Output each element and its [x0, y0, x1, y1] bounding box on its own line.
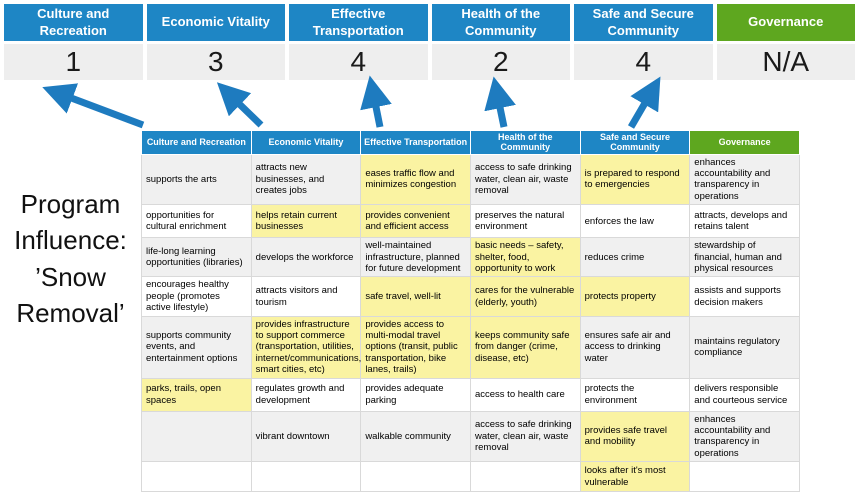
program-influence-line: Program — [20, 189, 121, 219]
matrix-cell: assists and supports decision makers — [690, 277, 800, 316]
matrix-cell: looks after it's most vulnerable — [580, 462, 690, 492]
matrix-cell: well-maintained infrastructure, planned for future development — [361, 238, 471, 277]
matrix-cell: walkable community — [361, 411, 471, 462]
matrix-cell — [251, 462, 361, 492]
matrix-header-health-of-the-community: Health of the Community — [470, 131, 580, 155]
matrix-row — [142, 316, 800, 378]
matrix-header-culture-and-recreation: Culture and Recreation — [142, 131, 252, 155]
matrix-cell — [142, 411, 252, 462]
matrix-cell: supports the arts — [142, 154, 252, 205]
matrix-header-governance: Governance — [690, 131, 800, 155]
matrix-cell: basic needs – safety, shelter, food, opportunity to work — [470, 238, 580, 277]
matrix-cell — [142, 462, 252, 492]
matrix-cell: delivers responsible and courteous service — [690, 378, 800, 411]
score-economic-vitality: 3 — [147, 44, 286, 80]
score-row — [4, 44, 855, 80]
matrix-cell: supports community events, and entertainment options — [142, 316, 252, 378]
matrix-cell: is prepared to respond to emergencies — [580, 154, 690, 205]
matrix-cell: opportunities for cultural enrichment — [142, 205, 252, 238]
influence-matrix — [141, 130, 800, 492]
program-influence-line: Influence: — [14, 225, 127, 256]
matrix-cell: enhances accountability and transparency in operations — [690, 154, 800, 205]
matrix-cell: access to health care — [470, 378, 580, 411]
matrix-row — [142, 154, 800, 205]
program-influence-title — [0, 186, 141, 332]
matrix-row — [142, 277, 800, 316]
matrix-header-economic-vitality: Economic Vitality — [251, 131, 361, 155]
matrix-header-row — [142, 131, 800, 155]
matrix-row — [142, 411, 800, 462]
matrix-cell: keeps community safe from danger (crime, disease, etc) — [470, 316, 580, 378]
matrix-cell: access to safe drinking water, clean air, waste removal — [470, 154, 580, 205]
matrix-cell — [361, 462, 471, 492]
matrix-cell: access to safe drinking water, clean air, waste removal — [470, 411, 580, 462]
matrix-cell: vibrant downtown — [251, 411, 361, 462]
matrix-cell: provides infrastructure to support commerce (transportation, utilities, internet/communications, smart cities, etc) — [251, 316, 361, 378]
matrix-row — [142, 462, 800, 492]
matrix-cell: regulates growth and development — [251, 378, 361, 411]
score-health-of-the-community: 2 — [432, 44, 571, 80]
up-arrow-icon-4 — [497, 93, 504, 127]
program-influence-line: Removal’ — [16, 298, 125, 329]
matrix-header-safe-and-secure-community: Safe and Secure Community — [580, 131, 690, 155]
banner-cell-health-of-the-community: Health of the Community — [432, 4, 571, 41]
matrix-cell: reduces crime — [580, 238, 690, 277]
matrix-row — [142, 238, 800, 277]
score-effective-transportation: 4 — [289, 44, 428, 80]
up-arrow-icon-1 — [58, 93, 143, 125]
matrix-cell — [690, 462, 800, 492]
matrix-cell: attracts visitors and tourism — [251, 277, 361, 316]
matrix-cell: helps retain current businesses — [251, 205, 361, 238]
score-governance: N/A — [717, 44, 856, 80]
matrix-row — [142, 378, 800, 411]
matrix-cell: protects the environment — [580, 378, 690, 411]
matrix-cell: attracts new businesses, and creates jobs — [251, 154, 361, 205]
score-culture-and-recreation: 1 — [4, 44, 143, 80]
up-arrow-icon-3 — [373, 92, 380, 127]
matrix-cell — [470, 462, 580, 492]
program-influence-line: ’Snow — [35, 261, 106, 292]
banner-cell-governance: Governance — [717, 4, 856, 41]
matrix-cell: maintains regulatory compliance — [690, 316, 800, 378]
matrix-row — [142, 205, 800, 238]
matrix-cell: provides safe travel and mobility — [580, 411, 690, 462]
matrix-cell: life-long learning opportunities (libraries) — [142, 238, 252, 277]
matrix-cell: provides access to multi-modal travel options (transit, public transportation, bike lanes, trails) — [361, 316, 471, 378]
matrix-cell: provides adequate parking — [361, 378, 471, 411]
matrix-cell: develops the workforce — [251, 238, 361, 277]
matrix-cell: attracts, develops and retains talent — [690, 205, 800, 238]
matrix-cell: provides convenient and efficient access — [361, 205, 471, 238]
influence-arrows — [0, 80, 859, 130]
priority-banner — [4, 4, 855, 41]
matrix-cell: stewardship of financial, human and physical resources — [690, 238, 800, 277]
matrix-cell: enforces the law — [580, 205, 690, 238]
banner-cell-culture-and-recreation: Culture and Recreation — [4, 4, 143, 41]
matrix-cell: ensures safe air and access to drinking water — [580, 316, 690, 378]
matrix-cell: protects property — [580, 277, 690, 316]
matrix-cell: cares for the vulnerable (elderly, youth) — [470, 277, 580, 316]
banner-cell-effective-transportation: Effective Transportation — [289, 4, 428, 41]
up-arrow-icon-5 — [631, 91, 652, 127]
matrix-cell: parks, trails, open spaces — [142, 378, 252, 411]
banner-cell-economic-vitality: Economic Vitality — [147, 4, 286, 41]
matrix-cell: safe travel, well-lit — [361, 277, 471, 316]
up-arrow-icon-2 — [229, 94, 261, 125]
banner-cell-safe-and-secure-community: Safe and Secure Community — [574, 4, 713, 41]
matrix-cell: enhances accountability and transparency in operations — [690, 411, 800, 462]
matrix-cell: encourages healthy people (promotes active lifestyle) — [142, 277, 252, 316]
matrix-cell: eases traffic flow and minimizes congestion — [361, 154, 471, 205]
matrix-cell: preserves the natural environment — [470, 205, 580, 238]
score-safe-and-secure-community: 4 — [574, 44, 713, 80]
matrix-header-effective-transportation: Effective Transportation — [361, 131, 471, 155]
